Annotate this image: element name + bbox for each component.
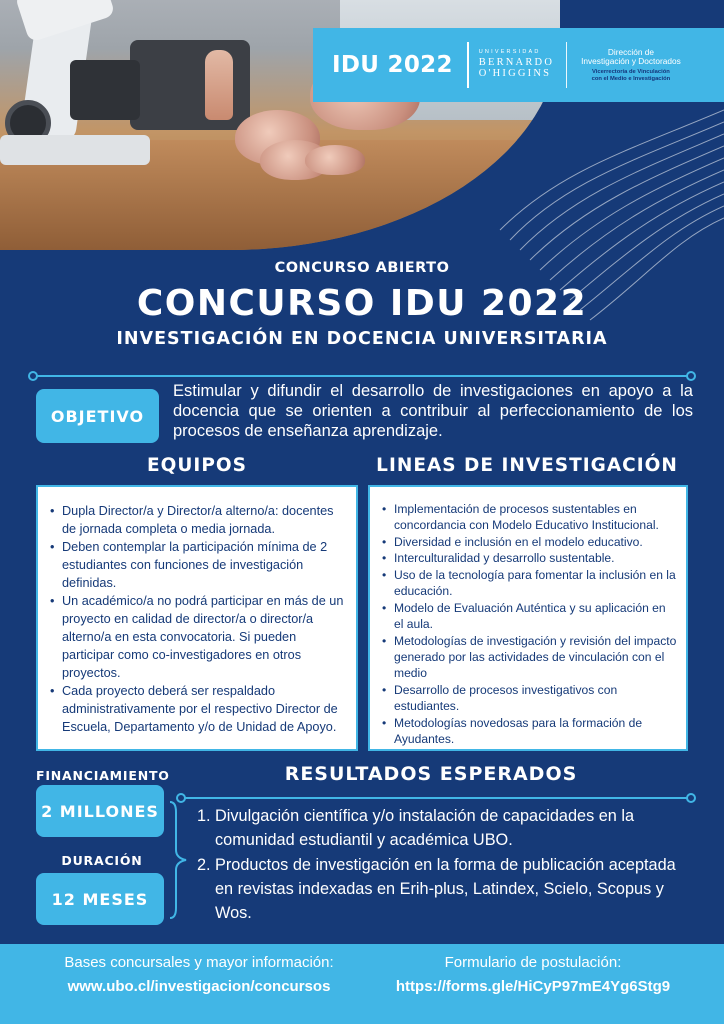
financiamiento-value: 2 MILLONES [36,785,164,837]
bases-info [34,954,364,995]
lineas-box [368,485,688,751]
list-item: • Uso de la tecnología para fomentar la inclusión en la educación. [380,567,678,600]
list-item: • Desarrollo de procesos investigativos con estudiantes. [380,682,678,715]
idu-label: IDU 2022 [332,52,453,78]
list-item: • Interculturalidad y desarrollo sustentable. [380,550,678,566]
list-item: • Cada proyecto deberá ser respaldado administrativamente por el respectivo Director de Escuela, Departamento y/o de Unidad de Apoyo. [48,682,348,736]
logo-divider [467,42,469,88]
divider-line [184,797,688,799]
list-item: • Metodologías de investigación y revisión del impacto generado por las actividades de vinculación con el medio [380,633,678,682]
logo-banner [313,28,724,102]
university-logo: UNIVERSIDAD BERNARDO O'HIGGINS [478,49,555,80]
list-item: • Diversidad e inclusión en el modelo educativo. [380,534,678,550]
resultados-list [197,805,692,927]
form-label: Formulario de postulación: [444,954,622,971]
objetivo-text: Estimular y difundir el desarrollo de investigaciones en apoyo a la docencia que se orienten a contribuir al perfeccionamiento de los procesos de enseñanza aprendizaje. [173,382,693,440]
lineas-list [370,487,686,748]
anatomy-model-image [205,50,233,120]
list-item: 2. Productos de investigación en la forma de publicación aceptada en revistas indexadas en Erih-plus, Latindex, Scielo, Scopus y Wos. [197,856,676,922]
list-item: • Modelo de Evaluación Auténtica y su aplicación en el aula. [380,600,678,633]
lineas-heading: LINEAS DE INVESTIGACIÓN [376,455,678,476]
duracion-label: DURACIÓN [61,853,143,868]
bases-label: Bases concursales y mayor información: [64,954,334,971]
page-subtitle: INVESTIGACIÓN EN DOCENCIA UNIVERSITARIA [116,329,608,349]
list-item: 1. Divulgación científica y/o instalación de capacidades en la comunidad estudiantil y académica UBO. [197,807,635,849]
equipos-heading: EQUIPOS [147,455,247,476]
objetivo-badge: OBJETIVO [36,389,159,443]
kicker: CONCURSO ABIERTO [274,260,450,276]
brace-icon [166,800,190,920]
divider-line [36,375,688,377]
equipos-list [38,487,356,736]
form-link[interactable]: https://forms.gle/HiCyP97mE4Yg6Stg9 [395,977,671,995]
resultados-heading: RESULTADOS ESPERADOS [284,763,578,785]
list-item: • Metodologías novedosas para la formación de Ayudantes. [380,715,678,748]
direccion-logo: Dirección de Investigación y Doctorados Vicerrectoría de Vinculación con el Medio e Investigación [581,46,681,82]
page-title: CONCURSO IDU 2022 [136,283,588,324]
financiamiento-label: FINANCIAMIENTO [36,768,170,783]
form-info [368,954,698,995]
bases-link[interactable]: www.ubo.cl/investigacion/concursos [67,977,331,995]
equipos-box [36,485,358,751]
list-item: • Implementación de procesos sustentables en concordancia con Modelo Educativo Institucional. [380,501,678,534]
duracion-value: 12 MESES [36,873,164,925]
list-item: • Un académico/a no podrá participar en más de un proyecto en calidad de director/a o director/a alterno/a en esta convocatoria. Si pueden participar como co-investigadores en otros proyectos. [48,592,348,682]
footer [0,944,724,1024]
list-item: • Dupla Director/a y Director/a alterno/a: docentes de jornada completa o media jornada. [48,502,348,538]
title-block [0,256,724,349]
list-item: • Deben contemplar la participación mínima de 2 estudiantes con funciones de investigación definidas. [48,538,348,592]
